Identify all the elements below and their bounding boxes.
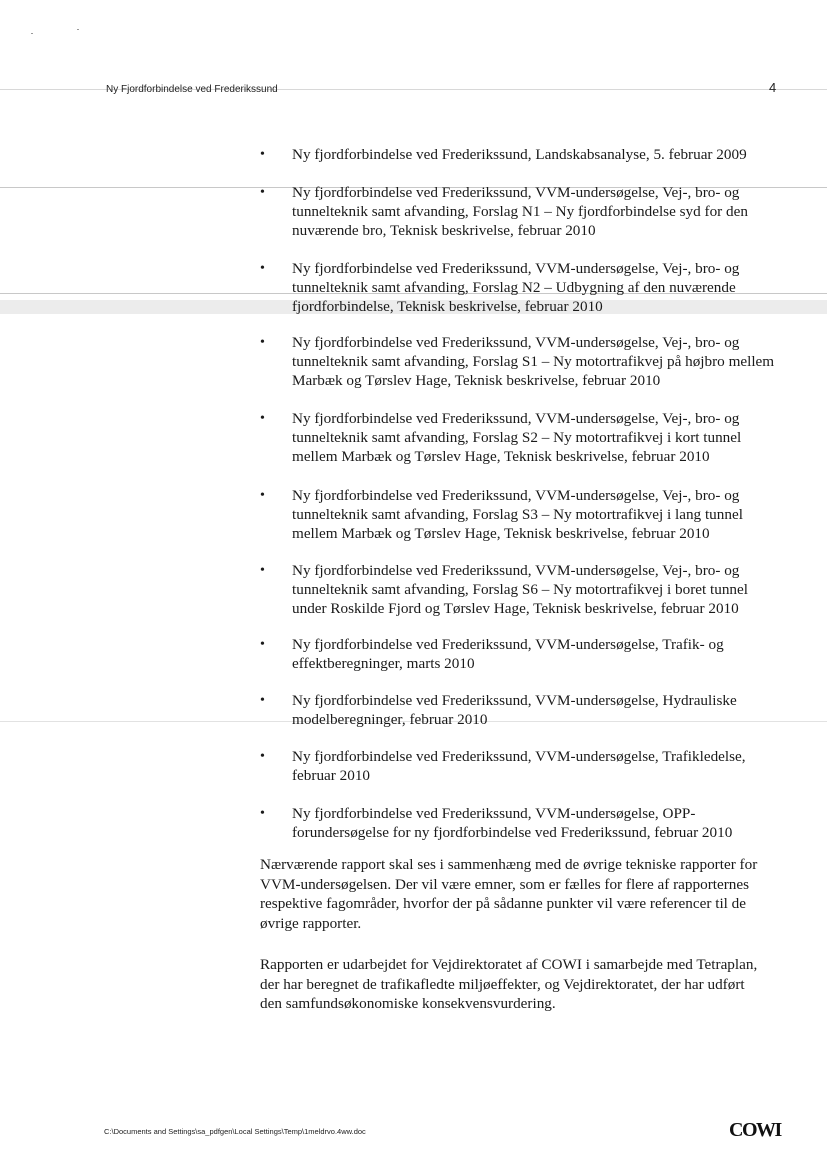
cowi-logo: COWI: [729, 1119, 781, 1141]
bullet-icon: •: [260, 411, 265, 426]
reference-text: Ny fjordforbindelse ved Frederikssund, VVM-undersøgelse, Vej-, bro- og tunnelteknik samt afvanding, Forslag S3 – Ny motortrafikvej i lang tunnel mellem Marbæk og Tørslev Hage, Teknisk beskrivelse, februar 2010: [292, 487, 743, 542]
bullet-icon: •: [260, 563, 265, 578]
reference-text: Ny fjordforbindelse ved Frederikssund, VVM-undersøgelse, Trafik- og effektberegninger, marts 2010: [292, 636, 724, 672]
bullet-icon: •: [260, 806, 265, 821]
reference-text: Ny fjordforbindelse ved Frederikssund, Landskabsanalyse, 5. februar 2009: [292, 146, 747, 163]
reference-text: Ny fjordforbindelse ved Frederikssund, VVM-undersøgelse, Trafikledelse, februar 2010: [292, 748, 746, 784]
reference-text: Ny fjordforbindelse ved Frederikssund, VVM-undersøgelse, OPP-forundersøgelse for ny fjordforbindelse ved Frederikssund, februar 2010: [292, 805, 733, 841]
bullet-icon: •: [260, 488, 265, 503]
bullet-icon: •: [260, 637, 265, 652]
reference-text: Ny fjordforbindelse ved Frederikssund, VVM-undersøgelse, Hydrauliske modelberegninger, februar 2010: [292, 692, 737, 728]
bullet-icon: •: [260, 261, 265, 276]
scan-speck: [77, 29, 79, 30]
body-paragraph: Rapporten er udarbejdet for Vejdirektoratet af COWI i samarbejde med Tetraplan, der har beregnet de trafikafledte miljøeffekter, og Vejdirektoratet, der har udført den samfundsøkonomiske konsekvensvurdering.: [260, 956, 758, 1012]
bullet-icon: •: [260, 185, 265, 200]
header-title: Ny Fjordforbindelse ved Frederikssund: [106, 84, 278, 95]
footer-file-path: C:\Documents and Settings\sa_pdfgen\Local Settings\Temp\1meldrvo.4ww.doc: [104, 1127, 366, 1136]
reference-text: Ny fjordforbindelse ved Frederikssund, VVM-undersøgelse, Vej-, bro- og tunnelteknik samt afvanding, Forslag S1 – Ny motortrafikvej på højbro mellem Marbæk og Tørslev Hage, Teknisk beskrivelse, februar 2010: [292, 334, 775, 389]
bullet-icon: •: [260, 147, 265, 162]
scan-speck: [31, 33, 33, 34]
reference-text: Ny fjordforbindelse ved Frederikssund, VVM-undersøgelse, Vej-, bro- og tunnelteknik samt afvanding, Forslag S2 – Ny motortrafikvej i kort tunnel mellem Marbæk og Tørslev Hage, Teknisk beskrivelse, februar 2010: [292, 410, 742, 465]
body-paragraph: Nærværende rapport skal ses i sammenhæng med de øvrige tekniske rapporter for VVM-undersøgelsen. Der vil være emner, som er fælles for flere af rapporternes respektive fagområder, hvorfor der på sådanne punkter vil være referencer til de øvrige rapporter.: [260, 856, 758, 932]
page-number: 4: [769, 80, 777, 95]
reference-text: Ny fjordforbindelse ved Frederikssund, VVM-undersøgelse, Vej-, bro- og tunnelteknik samt afvanding, Forslag S6 – Ny motortrafikvej i boret tunnel under Roskilde Fjord og Tørslev Hage, Teknisk beskrivelse, februar 2010: [292, 562, 748, 617]
page-header: [0, 76, 827, 98]
reference-text: Ny fjordforbindelse ved Frederikssund, VVM-undersøgelse, Vej-, bro- og tunnelteknik samt afvanding, Forslag N1 – Ny fjordforbindelse syd for den nuværende bro, Teknisk beskrivelse, februar 2010: [292, 184, 748, 239]
bullet-icon: •: [260, 693, 265, 708]
bullet-icon: •: [260, 335, 265, 350]
reference-text: Ny fjordforbindelse ved Frederikssund, VVM-undersøgelse, Vej-, bro- og tunnelteknik samt afvanding, Forslag N2 – Udbygning af den nuværende fjordforbindelse, Teknisk beskrivelse, februar 2010: [292, 260, 740, 315]
bullet-icon: •: [260, 749, 265, 764]
